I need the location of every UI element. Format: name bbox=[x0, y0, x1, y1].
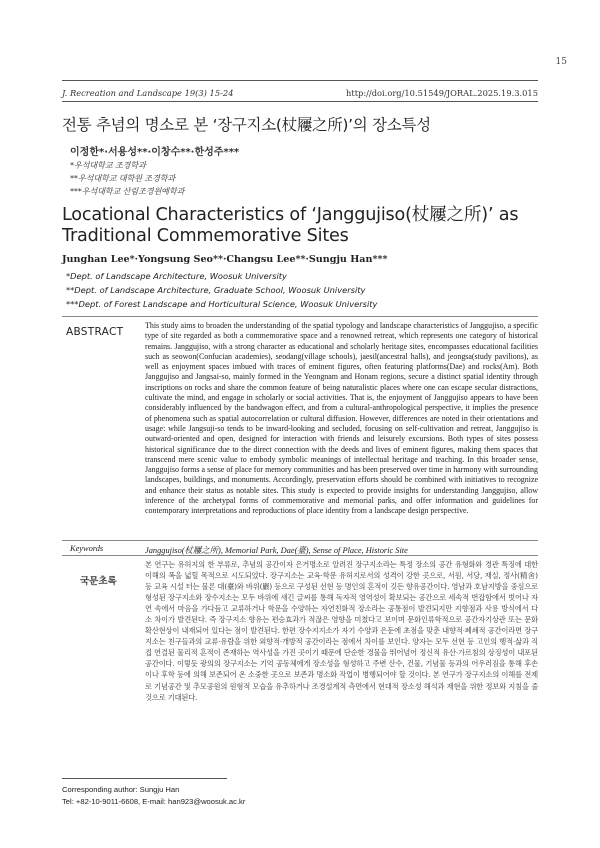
korean-title: 전통 추념의 명소로 본 ‘장구지소(杖屨之所)’의 장소특성 bbox=[62, 116, 431, 134]
korean-affiliation-2: **우석대학교 대학원 조경학과 bbox=[70, 173, 176, 183]
keywords-bottom-rule bbox=[62, 555, 538, 556]
english-authors: Junghan Lee*·Yongsung Seo**·Changsu Lee**·Sungju Han*** bbox=[62, 254, 388, 265]
korean-abstract-body: 본 연구는 유허지의 한 부류로, 추념의 공간이자 은거명소로 알려진 장구지소라는 특정 장소의 공간 유형화와 경관 특징에 대한 이해의 폭을 넓힐 목적으로 시도되었다. 장구지소는 교육·학문 유허지로서의 성격이 강한 곳으로, 서원, 서당, 재실, 정사(精舍) 등 교육 시설 터는 물론 대(臺)와 바위(巖) 등으로 구성된 선현 등 명인의 흔적이 깃든 향유공간이다. 영남과 호남지방을 중심으로 형성된 장구지소와 장수지소는 모두 바위에 새긴 글씨를 통해 독자적 영역성이 확보되는 공간으로 세속적 번잡함에서 벗어나 자연 속에서 마음을 가다듬고 교류하거나 학문을 수양하는 자연친화적 장소라는 공통점이 발견되지만 지향점과 사용 방식에서 다소 차이가 발견된다. 즉 장구지소 향유는 편승효과가 적잖은 영향을 미쳤다고 보이며 문화인류학적으로 공간자기상관 또는 문화확산현상이 내재되어 있다는 점이 발견된다. 한편 장수지지소가 자기 수양과 은둔에 초점을 맞춘 내향적·폐쇄적 공간이라면 장구지소는 친구들과의 교류·유람을 위한 외향적·개방적 공간이라는 점에서 차이를 보인다. 양자는 모두 선현 등 고인의 행적·삶과 직접 연결된 물리적 흔적이 존재하는 역사성을 가진 곳이기 때문에 단순한 경물을 뛰어넘어 정신적 유산·가르침의 상징성이 내포된 공간이다. 이렇듯 광의의 장구지소는 기억 공동체에게 장소성을 형성하고 주변 산수, 건물, 기념물 등과의 어우러짐을 통해 후손이나 후학 등에 의해 보존되어 온 소중한 곳으로 보존과 명소화 작업이 병행되어야 할 것이다. 본 연구가 장구지소의 이해를 전제로 기념공간 및 추모공원의 원형적 모습을 유추하거나 조경설계적 측면에서 현대적 장소성 해석과 재현을 위한 정보와 지침을 줄 것으로 기대된다. bbox=[145, 560, 538, 702]
corresponding-author: Corresponding author: Sungju Han bbox=[62, 785, 180, 794]
doi-link[interactable]: http://doi.org/10.51549/JORAL.2025.19.3.015 bbox=[346, 88, 538, 98]
keywords-text: Janggujiso(杖屨之所), Memorial Park, Dae(臺), Sense of Place, Historic Site bbox=[145, 546, 408, 555]
korean-affiliation-3: ***우석대학교 산림조경원예학과 bbox=[70, 186, 185, 196]
keywords-top-rule bbox=[62, 540, 538, 541]
abstract-top-rule bbox=[62, 316, 538, 317]
english-affiliation-1: *Dept. of Landscape Architecture, Woosuk University bbox=[66, 271, 287, 281]
header-bottom-rule bbox=[62, 101, 538, 102]
abstract-label: ABSTRACT bbox=[66, 326, 124, 338]
header-top-rule bbox=[62, 80, 538, 81]
keywords-label: Keywords bbox=[70, 544, 104, 553]
contact-info: Tel: +82-10-9011-6608, E-mail: han923@woosuk.ac.kr bbox=[62, 797, 246, 806]
english-title: Locational Characteristics of ‘Janggujiso(杖屨之所)’ as Traditional Commemorative Sites bbox=[62, 205, 519, 246]
english-affiliation-2: **Dept. of Landscape Architecture, Graduate School, Woosuk University bbox=[66, 285, 366, 295]
korean-authors: 이정한*·서용성**·이창수**·한성주*** bbox=[70, 147, 240, 158]
english-affiliation-3: ***Dept. of Forest Landscape and Horticultural Science, Woosuk University bbox=[66, 299, 378, 309]
abstract-body: This study aims to broaden the understanding of the spatial typology and landscape characteristics of Janggujiso, a specific type of site regarded as both a commemorative space and a renowned retreat, which represents one category of historical remains. Janggujiso, with a strong character as educational and scholarly heritage sites, encompasses educational facilities such as seowon(Confucian academies), seodang(village schools), jaesil(ancestral halls), and jeongsa(study pavilions), as well as enjoyment spaces imbued with traces of eminent figures, often featuring platforms(Dae) and rocks(Am). Both Janggujiso and Jangsai-so, mainly formed in the Yeongnam and Honam regions, secure a distinct spatial identity through inscriptions on rocks and share the common feature of being naturalistic places where one can escape secular distractions, cultivate the mind, and engage in scholarly or social activities. That is, the enjoyment of Janggujiso appears to have been considerably influenced by the bandwagon effect, and from a cultural-anthropological perspective, it implies the presence of phenomena such as spatial autocorrelation or cultural diffusion. However, differences are noted in their orientations and usage: while Jangsuji-so tends to be inward-looking and secluded, focusing on self-cultivation and retreat, Janggujiso is outward-oriented and open, designed for interaction with friends and leisurely excursions. Both types of sites possess historical significance due to the direct connection with the deeds and lives of eminent figures, making them spaces that transcend mere scenic value to embody symbolic meanings of intellectual heritage and teaching. In this broader sense, Janggujiso forms a sense of place for memory communities and has been preserved over time in harmony with surrounding landscapes, buildings, and monuments. Accordingly, preservation efforts should be combined with initiatives to recognize and enhance their status as notable sites. This study is expected to provide insights for understanding Janggujiso, allow inference of the archetypal forms of commemorative and memorial parks, and offer information and guidelines for contemporary interpretations and reproductions of place identity from a landscape design perspective. bbox=[145, 321, 538, 516]
journal-citation: J. Recreation and Landscape 19(3) 15-24 bbox=[62, 88, 234, 98]
page-number: 15 bbox=[555, 57, 567, 67]
footnote-rule bbox=[62, 778, 227, 779]
korean-abstract-label: 국문초록 bbox=[80, 576, 117, 587]
korean-affiliation-1: *우석대학교 조경학과 bbox=[70, 160, 146, 170]
